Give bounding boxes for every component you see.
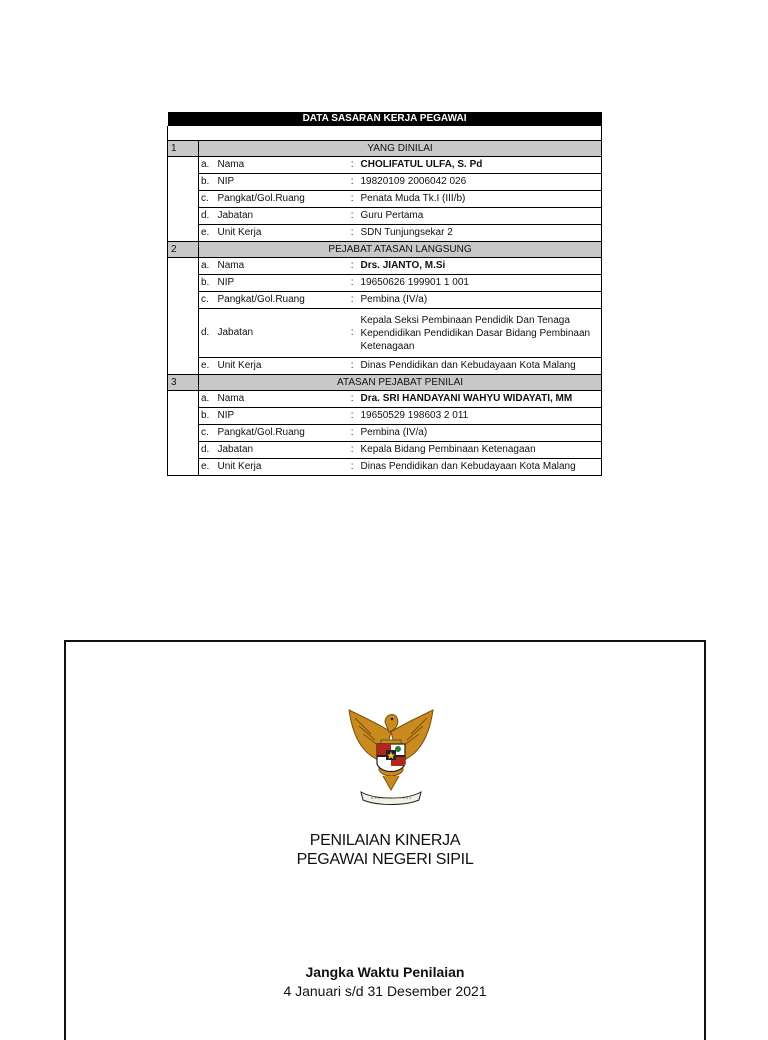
row-letter: d. — [199, 309, 215, 358]
table-spacer-row — [168, 126, 602, 141]
cover-title-line1: PENILAIAN KINERJA — [309, 832, 461, 849]
table-row — [168, 408, 602, 425]
row-number-cell — [168, 425, 199, 442]
table-row — [168, 191, 602, 208]
row-value: Drs. JIANTO, M.Si — [358, 258, 602, 275]
row-label: Jabatan — [215, 309, 346, 358]
row-separator: : — [346, 358, 358, 375]
row-separator: : — [346, 442, 358, 459]
row-value: Guru Pertama — [358, 208, 602, 225]
row-letter: d. — [199, 442, 215, 459]
row-label: NIP — [215, 408, 346, 425]
row-label: Unit Kerja — [215, 358, 346, 375]
section-number: 1 — [168, 141, 199, 157]
row-value: Kepala Bidang Pembinaan Ketenagaan — [358, 442, 602, 459]
row-number-cell — [168, 174, 199, 191]
row-letter: c. — [199, 191, 215, 208]
section-number: 3 — [168, 375, 199, 391]
row-letter: e. — [199, 225, 215, 242]
row-number-cell — [168, 275, 199, 292]
row-separator: : — [346, 408, 358, 425]
row-number-cell — [168, 408, 199, 425]
row-separator: : — [346, 225, 358, 242]
cover-page — [64, 640, 706, 1040]
table-row — [168, 174, 602, 191]
assessment-period: 4 Januari s/d 31 Desember 2021 — [283, 983, 487, 999]
row-label: Nama — [215, 157, 346, 174]
table-row — [168, 459, 602, 476]
table-row — [168, 258, 602, 275]
table-title: DATA SASARAN KERJA PEGAWAI — [168, 112, 602, 126]
row-value: Pembina (IV/a) — [358, 425, 602, 442]
row-letter: b. — [199, 408, 215, 425]
row-value: Penata Muda Tk.I (III/b) — [358, 191, 602, 208]
row-value: Dinas Pendidikan dan Kebudayaan Kota Malang — [358, 459, 602, 476]
row-value: CHOLIFATUL ULFA, S. Pd — [358, 157, 602, 174]
section-heading: PEJABAT ATASAN LANGSUNG — [199, 242, 602, 258]
section-number: 2 — [168, 242, 199, 258]
row-letter: c. — [199, 425, 215, 442]
row-value: Kepala Seksi Pembinaan Pendidik Dan Tenaga Kependidikan Pendidikan Dasar Bidang Pembinaan Ketenagaan — [358, 309, 602, 358]
cover-title-line2: PEGAWAI NEGERI SIPIL — [296, 851, 474, 868]
table-row — [168, 309, 602, 358]
row-label: Pangkat/Gol.Ruang — [215, 292, 346, 309]
row-label: Unit Kerja — [215, 459, 346, 476]
row-label: NIP — [215, 174, 346, 191]
row-value: 19820109 2006042 026 — [358, 174, 602, 191]
row-separator: : — [346, 208, 358, 225]
table-row — [168, 292, 602, 309]
row-value: SDN Tunjungsekar 2 — [358, 225, 602, 242]
row-separator: : — [346, 459, 358, 476]
table-row — [168, 391, 602, 408]
row-label: Jabatan — [215, 208, 346, 225]
row-letter: c. — [199, 292, 215, 309]
row-label: NIP — [215, 275, 346, 292]
row-letter: a. — [199, 391, 215, 408]
row-letter: a. — [199, 157, 215, 174]
row-separator: : — [346, 191, 358, 208]
row-value: 19650626 199901 1 001 — [358, 275, 602, 292]
row-number-cell — [168, 292, 199, 309]
table-title-row — [168, 112, 602, 126]
row-value: Dinas Pendidikan dan Kebudayaan Kota Malang — [358, 358, 602, 375]
row-separator: : — [346, 157, 358, 174]
row-label: Pangkat/Gol.Ruang — [215, 191, 346, 208]
row-label: Unit Kerja — [215, 225, 346, 242]
skp-data-sheet — [167, 112, 601, 476]
garuda-pancasila-emblem-icon — [341, 704, 441, 808]
row-number-cell — [168, 225, 199, 242]
row-separator: : — [346, 292, 358, 309]
table-row — [168, 358, 602, 375]
row-label: Nama — [215, 258, 346, 275]
row-separator: : — [346, 309, 358, 358]
row-label: Pangkat/Gol.Ruang — [215, 425, 346, 442]
row-number-cell — [168, 459, 199, 476]
section-header-row — [168, 141, 602, 157]
row-value: 19650529 198603 2 011 — [358, 408, 602, 425]
section-header-row — [168, 242, 602, 258]
row-separator: : — [346, 391, 358, 408]
row-label: Jabatan — [215, 442, 346, 459]
table-row — [168, 425, 602, 442]
row-letter: e. — [199, 459, 215, 476]
skp-data-table — [167, 112, 602, 476]
assessment-period-label: Jangka Waktu Penilaian — [305, 964, 465, 980]
row-number-cell — [168, 442, 199, 459]
row-letter: a. — [199, 258, 215, 275]
section-header-row — [168, 375, 602, 391]
table-row — [168, 442, 602, 459]
row-label: Nama — [215, 391, 346, 408]
row-number-cell — [168, 309, 199, 358]
row-number-cell — [168, 258, 199, 275]
row-letter: d. — [199, 208, 215, 225]
section-heading: YANG DINILAI — [199, 141, 602, 157]
row-letter: b. — [199, 275, 215, 292]
table-row — [168, 275, 602, 292]
row-separator: : — [346, 174, 358, 191]
table-row — [168, 208, 602, 225]
row-value: Pembina (IV/a) — [358, 292, 602, 309]
row-value: Dra. SRI HANDAYANI WAHYU WIDAYATI, MM — [358, 391, 602, 408]
row-number-cell — [168, 157, 199, 174]
table-row — [168, 157, 602, 174]
section-heading: ATASAN PEJABAT PENILAI — [199, 375, 602, 391]
table-row — [168, 225, 602, 242]
row-separator: : — [346, 258, 358, 275]
row-separator: : — [346, 425, 358, 442]
row-letter: e. — [199, 358, 215, 375]
row-number-cell — [168, 358, 199, 375]
row-number-cell — [168, 208, 199, 225]
row-number-cell — [168, 191, 199, 208]
row-letter: b. — [199, 174, 215, 191]
row-number-cell — [168, 391, 199, 408]
row-separator: : — [346, 275, 358, 292]
